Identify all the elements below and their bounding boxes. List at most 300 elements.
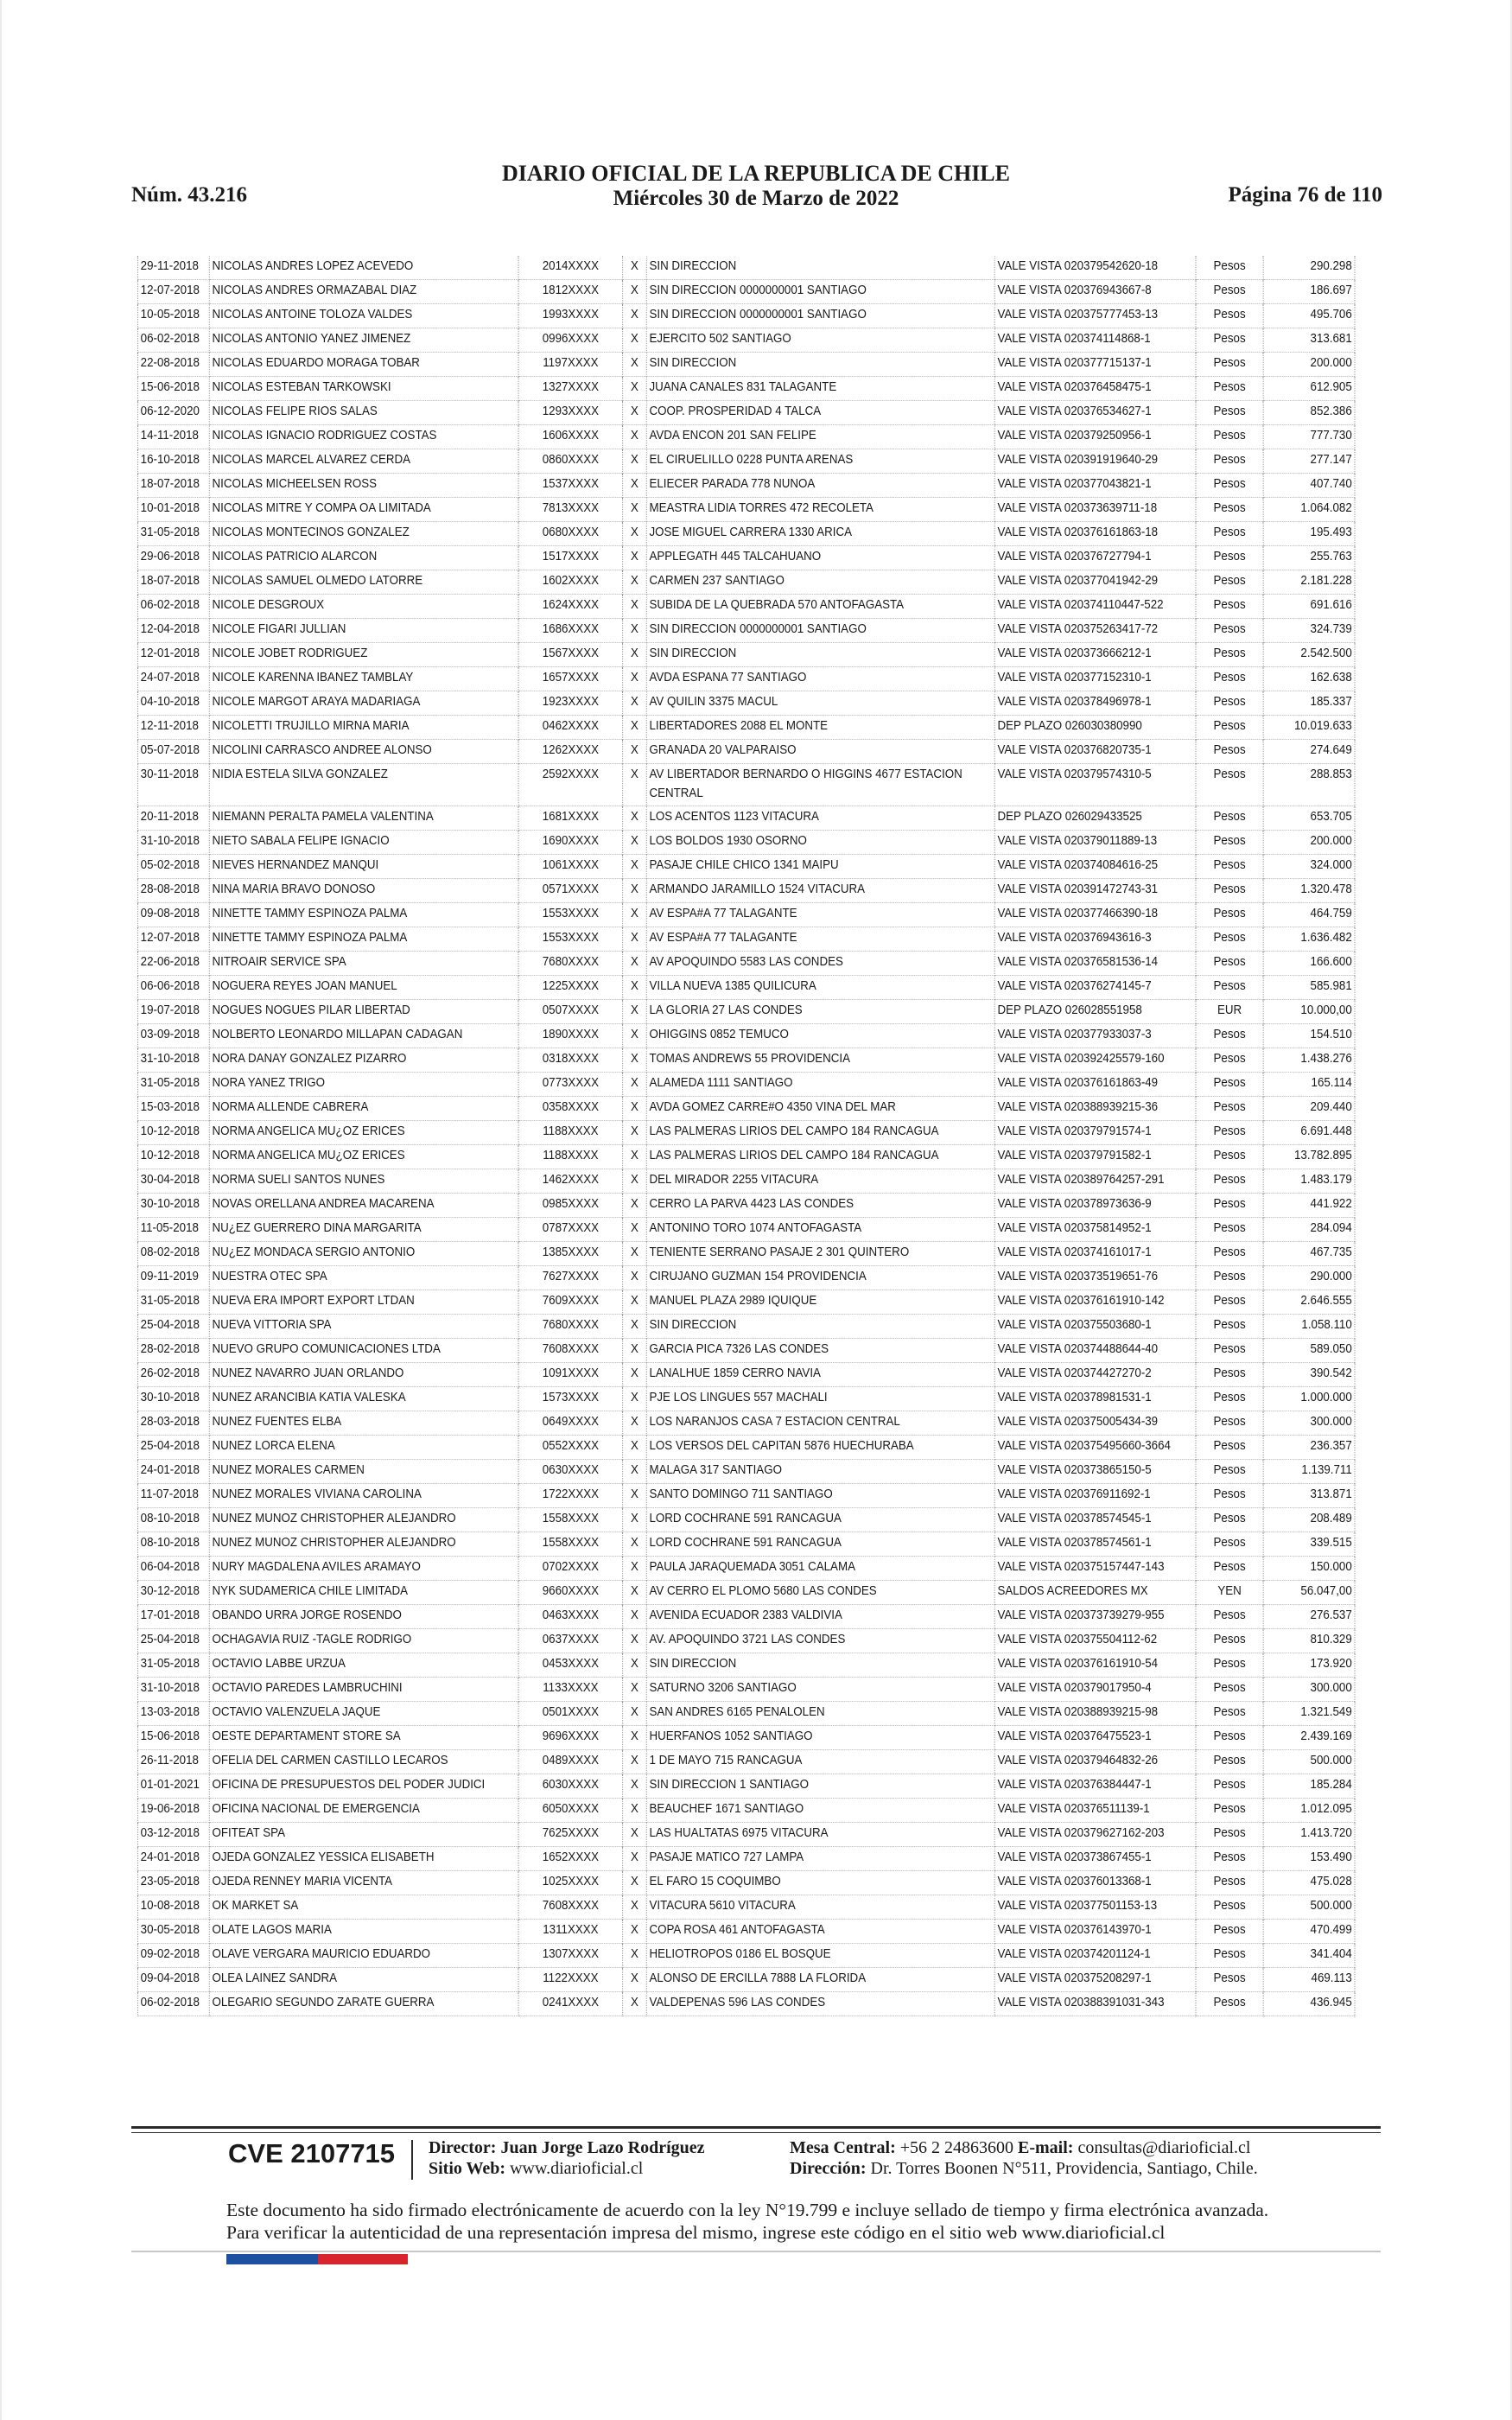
record-currency: Pesos — [1196, 976, 1263, 1000]
record-mark: X — [623, 1823, 647, 1847]
record-currency: Pesos — [1196, 1895, 1263, 1920]
record-date: 10-12-2018 — [137, 1121, 209, 1145]
record-date: 14-11-2018 — [137, 425, 209, 449]
record-name: NICOLETTI TRUJILLO MIRNA MARIA — [209, 716, 518, 740]
table-row — [137, 1726, 1355, 1750]
table-row — [137, 1436, 1355, 1460]
record-name: NORMA ANGELICA MU¿OZ ERICES — [209, 1145, 518, 1169]
record-rut: 1307XXXX — [518, 1944, 623, 1968]
record-date: 20-11-2018 — [137, 806, 209, 831]
record-mark: X — [623, 855, 647, 879]
record-rut: 0860XXXX — [518, 449, 623, 474]
record-amount: 313.871 — [1263, 1484, 1355, 1508]
record-amount: 173.920 — [1263, 1653, 1355, 1678]
record-currency: Pesos — [1196, 1073, 1263, 1097]
record-amount: 475.028 — [1263, 1871, 1355, 1895]
record-amount: 852.386 — [1263, 401, 1355, 425]
record-name: NUESTRA OTEC SPA — [209, 1266, 518, 1290]
record-rut: 1681XXXX — [518, 806, 623, 831]
record-instrument: VALE VISTA 020379250956-1 — [994, 425, 1196, 449]
record-name: NICOLE KARENNA IBANEZ TAMBLAY — [209, 667, 518, 691]
record-amount: 1.483.179 — [1263, 1169, 1355, 1194]
table-row — [137, 667, 1355, 691]
record-address: PASAJE CHILE CHICO 1341 MAIPU — [646, 855, 994, 879]
record-instrument: VALE VISTA 020378981531-1 — [994, 1387, 1196, 1411]
record-address: EL FARO 15 COQUIMBO — [646, 1871, 994, 1895]
record-mark: X — [623, 1944, 647, 1968]
record-rut: 0489XXXX — [518, 1750, 623, 1774]
record-rut: 7680XXXX — [518, 1315, 623, 1339]
record-mark: X — [623, 740, 647, 764]
table-row — [137, 304, 1355, 328]
table-row — [137, 1944, 1355, 1968]
record-date: 28-02-2018 — [137, 1339, 209, 1363]
record-date: 28-03-2018 — [137, 1411, 209, 1436]
record-rut: 1657XXXX — [518, 667, 623, 691]
record-mark: X — [623, 1968, 647, 1992]
record-currency: Pesos — [1196, 1992, 1263, 2016]
record-instrument: VALE VISTA 020373867455-1 — [994, 1847, 1196, 1871]
record-instrument: VALE VISTA 020376475523-1 — [994, 1726, 1196, 1750]
record-rut: 1462XXXX — [518, 1169, 623, 1194]
record-mark: X — [623, 280, 647, 304]
record-instrument: VALE VISTA 020376943616-3 — [994, 927, 1196, 952]
record-rut: 1567XXXX — [518, 643, 623, 667]
record-currency: Pesos — [1196, 903, 1263, 927]
record-mark: X — [623, 1000, 647, 1024]
table-row — [137, 570, 1355, 595]
record-amount: 777.730 — [1263, 425, 1355, 449]
record-currency: Pesos — [1196, 879, 1263, 903]
record-mark: X — [623, 903, 647, 927]
phone-number: +56 2 24863600 — [899, 2138, 1014, 2157]
record-date: 08-10-2018 — [137, 1508, 209, 1532]
record-address: MANUEL PLAZA 2989 IQUIQUE — [646, 1290, 994, 1315]
table-row — [137, 425, 1355, 449]
record-currency: Pesos — [1196, 643, 1263, 667]
record-amount: 186.697 — [1263, 280, 1355, 304]
record-rut: 1890XXXX — [518, 1024, 623, 1048]
record-address: SIN DIRECCION 0000000001 SANTIAGO — [646, 304, 994, 328]
record-address: SIN DIRECCION 0000000001 SANTIAGO — [646, 619, 994, 643]
record-address: AV ESPA#A 77 TALAGANTE — [646, 927, 994, 952]
record-date: 12-04-2018 — [137, 619, 209, 643]
record-date: 09-02-2018 — [137, 1944, 209, 1968]
record-mark: X — [623, 1484, 647, 1508]
record-currency: Pesos — [1196, 927, 1263, 952]
record-mark: X — [623, 952, 647, 976]
record-currency: Pesos — [1196, 1484, 1263, 1508]
record-mark: X — [623, 1605, 647, 1629]
record-rut: 6050XXXX — [518, 1799, 623, 1823]
record-instrument: VALE VISTA 020375814952-1 — [994, 1218, 1196, 1242]
record-address: SIN DIRECCION 0000000001 SANTIAGO — [646, 280, 994, 304]
record-name: NORMA ALLENDE CABRERA — [209, 1097, 518, 1121]
record-currency: Pesos — [1196, 1242, 1263, 1266]
record-name: NUNEZ MUNOZ CHRISTOPHER ALEJANDRO — [209, 1508, 518, 1532]
record-instrument: VALE VISTA 020391919640-29 — [994, 449, 1196, 474]
record-mark: X — [623, 1363, 647, 1387]
cve-code: CVE 2107715 — [228, 2138, 396, 2168]
table-row — [137, 1073, 1355, 1097]
record-date: 08-10-2018 — [137, 1532, 209, 1557]
record-name: NUEVA VITTORIA SPA — [209, 1315, 518, 1339]
record-mark: X — [623, 927, 647, 952]
record-address: HELIOTROPOS 0186 EL BOSQUE — [646, 1944, 994, 1968]
table-row — [137, 879, 1355, 903]
table-row — [137, 1508, 1355, 1532]
record-address: PAULA JARAQUEMADA 3051 CALAMA — [646, 1557, 994, 1581]
record-currency: Pesos — [1196, 1363, 1263, 1387]
record-currency: Pesos — [1196, 1194, 1263, 1218]
record-address: MALAGA 317 SANTIAGO — [646, 1460, 994, 1484]
record-currency: Pesos — [1196, 498, 1263, 522]
record-instrument: VALE VISTA 020376943667-8 — [994, 280, 1196, 304]
table-row — [137, 619, 1355, 643]
table-row — [137, 1968, 1355, 1992]
table-row — [137, 1266, 1355, 1290]
record-instrument: VALE VISTA 020379542620-18 — [994, 256, 1196, 280]
record-address: CIRUJANO GUZMAN 154 PROVIDENCIA — [646, 1266, 994, 1290]
record-currency: Pesos — [1196, 595, 1263, 619]
record-currency: Pesos — [1196, 1315, 1263, 1339]
record-amount: 441.922 — [1263, 1194, 1355, 1218]
table-row — [137, 1557, 1355, 1581]
record-instrument: VALE VISTA 020374110447-522 — [994, 595, 1196, 619]
record-amount: 464.759 — [1263, 903, 1355, 927]
record-instrument: VALE VISTA 020376013368-1 — [994, 1871, 1196, 1895]
record-date: 31-05-2018 — [137, 1073, 209, 1097]
record-name: NICOLAS ANDRES LOPEZ ACEVEDO — [209, 256, 518, 280]
record-address: LANALHUE 1859 CERRO NAVIA — [646, 1363, 994, 1387]
table-row — [137, 546, 1355, 570]
record-rut: 1025XXXX — [518, 1871, 623, 1895]
record-currency: Pesos — [1196, 1774, 1263, 1799]
record-address: SIN DIRECCION — [646, 256, 994, 280]
website-line — [429, 2159, 643, 2179]
record-name: NICOLAS IGNACIO RODRIGUEZ COSTAS — [209, 425, 518, 449]
record-currency: Pesos — [1196, 691, 1263, 716]
email-link[interactable]: consultas@diarioficial.cl — [1077, 2138, 1251, 2157]
record-mark: X — [623, 425, 647, 449]
record-name: OCHAGAVIA RUIZ -TAGLE RODRIGO — [209, 1629, 518, 1653]
record-rut: 7625XXXX — [518, 1823, 623, 1847]
legal-notice: Este documento ha sido firmado electrónicamente de acuerdo con la ley N°19.799 e incluye sellado de tiempo y firma electrónica avanzada. Para verificar la autenticidad de una representación impresa del mismo, ingrese este código en el sitio web www.diarioficial.cl — [226, 2200, 1269, 2243]
record-date: 10-08-2018 — [137, 1895, 209, 1920]
table-row — [137, 1242, 1355, 1266]
record-mark: X — [623, 1678, 647, 1702]
record-name: OBANDO URRA JORGE ROSENDO — [209, 1605, 518, 1629]
table-row — [137, 1799, 1355, 1823]
record-address: TOMAS ANDREWS 55 PROVIDENCIA — [646, 1048, 994, 1073]
record-mark: X — [623, 831, 647, 855]
record-mark: X — [623, 1750, 647, 1774]
table-row — [137, 1218, 1355, 1242]
record-instrument: VALE VISTA 020376727794-1 — [994, 546, 1196, 570]
record-date: 31-05-2018 — [137, 1290, 209, 1315]
table-row — [137, 903, 1355, 927]
record-instrument: DEP PLAZO 026029433525 — [994, 806, 1196, 831]
record-rut: 0463XXXX — [518, 1605, 623, 1629]
record-instrument: VALE VISTA 020374427270-2 — [994, 1363, 1196, 1387]
record-instrument: VALE VISTA 020373519651-76 — [994, 1266, 1196, 1290]
record-date: 23-05-2018 — [137, 1871, 209, 1895]
record-mark: X — [623, 570, 647, 595]
record-name: NOGUES NOGUES PILAR LIBERTAD — [209, 1000, 518, 1024]
table-row — [137, 643, 1355, 667]
record-amount: 10.019.633 — [1263, 716, 1355, 740]
table-row — [137, 1339, 1355, 1363]
record-rut: 1262XXXX — [518, 740, 623, 764]
record-mark: X — [623, 1992, 647, 2016]
table-row — [137, 1387, 1355, 1411]
record-mark: X — [623, 474, 647, 498]
record-name: NICOLAS ESTEBAN TARKOWSKI — [209, 377, 518, 401]
record-instrument: VALE VISTA 020377043821-1 — [994, 474, 1196, 498]
table-row — [137, 1097, 1355, 1121]
record-name: NUNEZ MORALES CARMEN — [209, 1460, 518, 1484]
record-address: AVDA GOMEZ CARRE#O 4350 VINA DEL MAR — [646, 1097, 994, 1121]
record-name: NICOLAS SAMUEL OLMEDO LATORRE — [209, 570, 518, 595]
record-name: NIETO SABALA FELIPE IGNACIO — [209, 831, 518, 855]
table-row — [137, 401, 1355, 425]
table-row — [137, 1653, 1355, 1678]
record-name: NINETTE TAMMY ESPINOZA PALMA — [209, 927, 518, 952]
table-row — [137, 353, 1355, 377]
record-amount: 585.981 — [1263, 976, 1355, 1000]
table-row — [137, 595, 1355, 619]
table-row — [137, 1145, 1355, 1169]
record-currency: Pesos — [1196, 522, 1263, 546]
record-currency: Pesos — [1196, 1847, 1263, 1871]
record-name: NICOLAS ANTOINE TOLOZA VALDES — [209, 304, 518, 328]
website-link[interactable]: www.diarioficial.cl — [510, 2159, 644, 2178]
record-mark: X — [623, 1920, 647, 1944]
record-date: 01-01-2021 — [137, 1774, 209, 1799]
record-rut: 1133XXXX — [518, 1678, 623, 1702]
table-row — [137, 855, 1355, 879]
record-amount: 274.649 — [1263, 740, 1355, 764]
record-instrument: VALE VISTA 020375503680-1 — [994, 1315, 1196, 1339]
record-address: EL CIRUELILLO 0228 PUNTA ARENAS — [646, 449, 994, 474]
document-page — [2, 0, 1510, 2420]
record-amount: 470.499 — [1263, 1920, 1355, 1944]
record-name: NYK SUDAMERICA CHILE LIMITADA — [209, 1581, 518, 1605]
address-line — [790, 2159, 1258, 2179]
record-instrument: VALE VISTA 020375495660-3664 — [994, 1436, 1196, 1460]
table-row — [137, 1532, 1355, 1557]
record-date: 06-12-2020 — [137, 401, 209, 425]
record-instrument: VALE VISTA 020376384447-1 — [994, 1774, 1196, 1799]
record-rut: 1558XXXX — [518, 1508, 623, 1532]
record-currency: Pesos — [1196, 1048, 1263, 1073]
table-row — [137, 1702, 1355, 1726]
table-row — [137, 498, 1355, 522]
footer-rule-thin — [131, 2132, 1381, 2133]
record-name: NORMA ANGELICA MU¿OZ ERICES — [209, 1121, 518, 1145]
record-rut: 0241XXXX — [518, 1992, 623, 2016]
record-rut: 9660XXXX — [518, 1581, 623, 1605]
record-instrument: VALE VISTA 020375777453-13 — [994, 304, 1196, 328]
record-address: AV LIBERTADOR BERNARDO O HIGGINS 4677 ESTACION CENTRAL — [646, 764, 994, 806]
record-currency: YEN — [1196, 1581, 1263, 1605]
address-text: Dr. Torres Boonen N°511, Providencia, Santiago, Chile. — [870, 2159, 1258, 2178]
record-address: CARMEN 237 SANTIAGO — [646, 570, 994, 595]
record-rut: 1517XXXX — [518, 546, 623, 570]
record-rut: 1553XXXX — [518, 927, 623, 952]
record-instrument: VALE VISTA 020376161910-142 — [994, 1290, 1196, 1315]
table-row — [137, 831, 1355, 855]
record-amount: 195.493 — [1263, 522, 1355, 546]
record-rut: 7813XXXX — [518, 498, 623, 522]
record-date: 10-01-2018 — [137, 498, 209, 522]
record-amount: 1.438.276 — [1263, 1048, 1355, 1073]
record-amount: 500.000 — [1263, 1895, 1355, 1920]
record-currency: Pesos — [1196, 1097, 1263, 1121]
record-instrument: VALE VISTA 020373666212-1 — [994, 643, 1196, 667]
record-mark: X — [623, 643, 647, 667]
record-mark: X — [623, 1266, 647, 1290]
table-row — [137, 328, 1355, 353]
record-name: NOGUERA REYES JOAN MANUEL — [209, 976, 518, 1000]
record-instrument: VALE VISTA 020378496978-1 — [994, 691, 1196, 716]
record-mark: X — [623, 498, 647, 522]
record-rut: 0462XXXX — [518, 716, 623, 740]
record-name: OFICINA DE PRESUPUESTOS DEL PODER JUDICI — [209, 1774, 518, 1799]
record-instrument: VALE VISTA 020376820735-1 — [994, 740, 1196, 764]
record-rut: 0453XXXX — [518, 1653, 623, 1678]
table-row — [137, 1847, 1355, 1871]
record-date: 09-08-2018 — [137, 903, 209, 927]
record-currency: Pesos — [1196, 716, 1263, 740]
record-name: OCTAVIO VALENZUELA JAQUE — [209, 1702, 518, 1726]
record-instrument: DEP PLAZO 026030380990 — [994, 716, 1196, 740]
record-rut: 0571XXXX — [518, 879, 623, 903]
record-name: NICOLAS MICHEELSEN ROSS — [209, 474, 518, 498]
record-amount: 339.515 — [1263, 1532, 1355, 1557]
record-date: 31-10-2018 — [137, 1678, 209, 1702]
record-address: AV. APOQUINDO 3721 LAS CONDES — [646, 1629, 994, 1653]
record-amount: 1.413.720 — [1263, 1823, 1355, 1847]
table-row — [137, 1895, 1355, 1920]
record-instrument: VALE VISTA 020376161863-18 — [994, 522, 1196, 546]
record-mark: X — [623, 1339, 647, 1363]
record-rut: 1311XXXX — [518, 1920, 623, 1944]
record-amount: 1.139.711 — [1263, 1460, 1355, 1484]
record-name: NUNEZ NAVARRO JUAN ORLANDO — [209, 1363, 518, 1387]
record-name: NORMA SUELI SANTOS NUNES — [209, 1169, 518, 1194]
record-address: SIN DIRECCION — [646, 353, 994, 377]
record-amount: 290.000 — [1263, 1266, 1355, 1290]
record-currency: Pesos — [1196, 619, 1263, 643]
record-mark: X — [623, 1532, 647, 1557]
record-instrument: VALE VISTA 020374201124-1 — [994, 1944, 1196, 1968]
record-mark: X — [623, 764, 647, 806]
record-instrument: VALE VISTA 020388939215-36 — [994, 1097, 1196, 1121]
record-mark: X — [623, 449, 647, 474]
record-name: NICOLE DESGROUX — [209, 595, 518, 619]
record-date: 17-01-2018 — [137, 1605, 209, 1629]
record-amount: 500.000 — [1263, 1750, 1355, 1774]
table-row — [137, 1678, 1355, 1702]
record-rut: 7608XXXX — [518, 1339, 623, 1363]
record-date: 25-04-2018 — [137, 1436, 209, 1460]
record-date: 22-06-2018 — [137, 952, 209, 976]
table-row — [137, 764, 1355, 806]
record-instrument: VALE VISTA 020373739279-955 — [994, 1605, 1196, 1629]
record-instrument: VALE VISTA 020376458475-1 — [994, 377, 1196, 401]
record-name: OK MARKET SA — [209, 1895, 518, 1920]
table-row — [137, 1871, 1355, 1895]
footer-bottom-rule — [131, 2251, 1381, 2252]
record-amount: 469.113 — [1263, 1968, 1355, 1992]
table-row — [137, 976, 1355, 1000]
record-address: APPLEGATH 445 TALCAHUANO — [646, 546, 994, 570]
record-mark: X — [623, 377, 647, 401]
record-address: 1 DE MAYO 715 RANCAGUA — [646, 1750, 994, 1774]
record-mark: X — [623, 522, 647, 546]
record-rut: 9696XXXX — [518, 1726, 623, 1750]
record-name: OJEDA RENNEY MARIA VICENTA — [209, 1871, 518, 1895]
record-rut: 0358XXXX — [518, 1097, 623, 1121]
record-address: MEASTRA LIDIA TORRES 472 RECOLETA — [646, 498, 994, 522]
record-instrument: SALDOS ACREEDORES MX — [994, 1581, 1196, 1605]
record-instrument: VALE VISTA 020374488644-40 — [994, 1339, 1196, 1363]
record-date: 30-12-2018 — [137, 1581, 209, 1605]
record-rut: 0501XXXX — [518, 1702, 623, 1726]
record-instrument: VALE VISTA 020375157447-143 — [994, 1557, 1196, 1581]
table-row — [137, 740, 1355, 764]
record-amount: 1.636.482 — [1263, 927, 1355, 952]
record-date: 03-09-2018 — [137, 1024, 209, 1048]
record-date: 31-05-2018 — [137, 522, 209, 546]
contact-line — [790, 2138, 1250, 2158]
record-date: 06-06-2018 — [137, 976, 209, 1000]
record-mark: X — [623, 1557, 647, 1581]
record-date: 29-11-2018 — [137, 256, 209, 280]
record-instrument: VALE VISTA 020375208297-1 — [994, 1968, 1196, 1992]
record-instrument: VALE VISTA 020377501153-13 — [994, 1895, 1196, 1920]
record-date: 30-10-2018 — [137, 1387, 209, 1411]
record-name: NICOLE MARGOT ARAYA MADARIAGA — [209, 691, 518, 716]
record-currency: Pesos — [1196, 1605, 1263, 1629]
record-address: SIN DIRECCION — [646, 1653, 994, 1678]
record-amount: 1.320.478 — [1263, 879, 1355, 903]
record-amount: 165.114 — [1263, 1073, 1355, 1097]
record-amount: 1.012.095 — [1263, 1799, 1355, 1823]
record-rut: 0773XXXX — [518, 1073, 623, 1097]
record-name: OLATE LAGOS MARIA — [209, 1920, 518, 1944]
record-currency: Pesos — [1196, 377, 1263, 401]
record-rut: 0637XXXX — [518, 1629, 623, 1653]
record-mark: X — [623, 1145, 647, 1169]
record-address: LOS VERSOS DEL CAPITAN 5876 HUECHURABA — [646, 1436, 994, 1460]
record-address: DEL MIRADOR 2255 VITACURA — [646, 1169, 994, 1194]
record-mark: X — [623, 1121, 647, 1145]
record-currency: Pesos — [1196, 952, 1263, 976]
record-name: NUNEZ LORCA ELENA — [209, 1436, 518, 1460]
record-amount: 236.357 — [1263, 1436, 1355, 1460]
record-currency: Pesos — [1196, 1460, 1263, 1484]
record-address: SANTO DOMINGO 711 SANTIAGO — [646, 1484, 994, 1508]
record-rut: 1327XXXX — [518, 377, 623, 401]
record-date: 30-11-2018 — [137, 764, 209, 806]
record-amount: 150.000 — [1263, 1557, 1355, 1581]
record-address: LA GLORIA 27 LAS CONDES — [646, 1000, 994, 1024]
record-currency: Pesos — [1196, 1024, 1263, 1048]
record-name: NINETTE TAMMY ESPINOZA PALMA — [209, 903, 518, 927]
record-amount: 313.681 — [1263, 328, 1355, 353]
